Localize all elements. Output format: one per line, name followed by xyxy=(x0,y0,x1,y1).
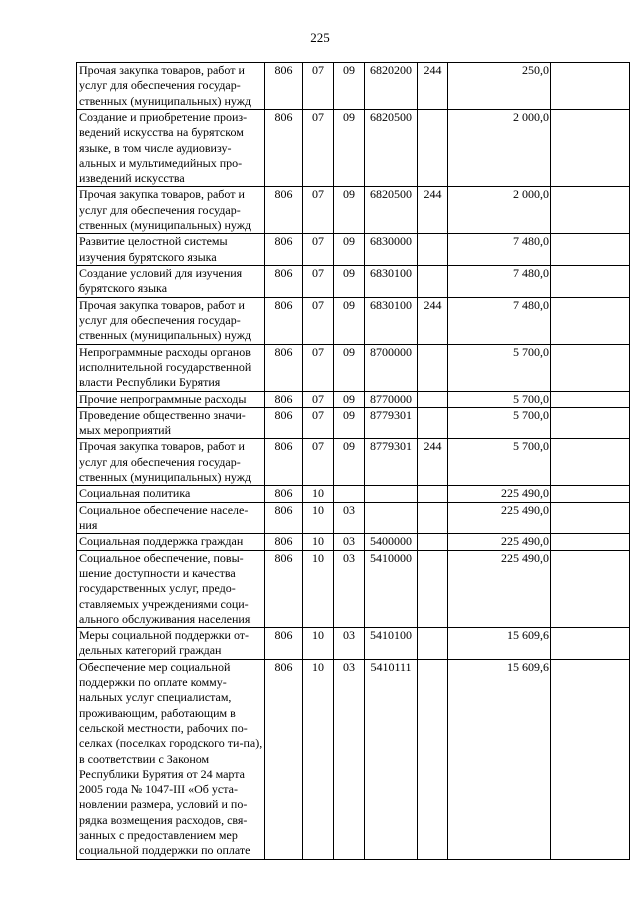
row-amount: 2 000,0 xyxy=(448,187,551,234)
row-expense-type xyxy=(418,391,448,407)
row-subsection-code: 09 xyxy=(334,439,365,486)
row-empty-cell xyxy=(551,234,630,266)
row-section-code: 07 xyxy=(303,63,334,110)
row-empty-cell xyxy=(551,439,630,486)
row-amount: 225 490,0 xyxy=(448,550,551,627)
row-amount: 5 700,0 xyxy=(448,391,551,407)
row-name: Прочая закупка товаров, работ и услуг для обеспечения государ-ственных (муниципальных) нужд xyxy=(77,63,265,110)
row-expense-type xyxy=(418,486,448,502)
row-amount: 225 490,0 xyxy=(448,486,551,502)
row-section-code: 10 xyxy=(303,486,334,502)
row-expense-type xyxy=(418,266,448,298)
row-ministry-code: 806 xyxy=(265,266,303,298)
row-subsection-code: 09 xyxy=(334,266,365,298)
table-row xyxy=(77,659,630,859)
row-amount: 15 609,6 xyxy=(448,659,551,859)
row-expense-type xyxy=(418,407,448,439)
row-ministry-code: 806 xyxy=(265,344,303,391)
table-row xyxy=(77,187,630,234)
row-expense-type xyxy=(418,344,448,391)
row-amount: 5 700,0 xyxy=(448,344,551,391)
row-target-article xyxy=(365,502,418,534)
row-name: Прочая закупка товаров, работ и услуг для обеспечения государ-ственных (муниципальных) нужд xyxy=(77,297,265,344)
table-row xyxy=(77,407,630,439)
table-row xyxy=(77,63,630,110)
row-subsection-code: 03 xyxy=(334,502,365,534)
row-name: Прочая закупка товаров, работ и услуг для обеспечения государ-ственных (муниципальных) нужд xyxy=(77,439,265,486)
row-subsection-code: 09 xyxy=(334,297,365,344)
row-section-code: 10 xyxy=(303,659,334,859)
table-row xyxy=(77,344,630,391)
row-empty-cell xyxy=(551,628,630,660)
row-ministry-code: 806 xyxy=(265,534,303,550)
row-section-code: 07 xyxy=(303,266,334,298)
budget-table xyxy=(76,62,630,860)
row-expense-type: 244 xyxy=(418,187,448,234)
row-amount: 7 480,0 xyxy=(448,297,551,344)
row-amount: 250,0 xyxy=(448,63,551,110)
row-expense-type: 244 xyxy=(418,63,448,110)
row-ministry-code: 806 xyxy=(265,297,303,344)
row-empty-cell xyxy=(551,486,630,502)
row-name: Развитие целостной системы изучения бурятского языка xyxy=(77,234,265,266)
row-ministry-code: 806 xyxy=(265,63,303,110)
row-section-code: 07 xyxy=(303,407,334,439)
row-empty-cell xyxy=(551,391,630,407)
row-target-article: 6820500 xyxy=(365,187,418,234)
row-target-article: 5410111 xyxy=(365,659,418,859)
budget-table-body xyxy=(77,63,630,860)
row-name: Социальная политика xyxy=(77,486,265,502)
row-subsection-code xyxy=(334,486,365,502)
row-expense-type: 244 xyxy=(418,297,448,344)
row-name: Меры социальной поддержки от-дельных категорий граждан xyxy=(77,628,265,660)
row-empty-cell xyxy=(551,187,630,234)
table-row xyxy=(77,110,630,187)
row-amount: 225 490,0 xyxy=(448,502,551,534)
row-section-code: 10 xyxy=(303,534,334,550)
row-name: Социальное обеспечение, повы-шение доступности и качества государственных услуг, предо-ставляемых учреждениями соци-ального обслуживания населения xyxy=(77,550,265,627)
row-ministry-code: 806 xyxy=(265,550,303,627)
row-amount: 5 700,0 xyxy=(448,407,551,439)
row-empty-cell xyxy=(551,659,630,859)
row-amount: 15 609,6 xyxy=(448,628,551,660)
row-empty-cell xyxy=(551,110,630,187)
row-name: Проведение общественно значи-мых мероприятий xyxy=(77,407,265,439)
row-expense-type xyxy=(418,628,448,660)
row-ministry-code: 806 xyxy=(265,486,303,502)
row-subsection-code: 09 xyxy=(334,234,365,266)
row-target-article: 6830000 xyxy=(365,234,418,266)
row-target-article: 6830100 xyxy=(365,266,418,298)
row-target-article: 6820500 xyxy=(365,110,418,187)
row-name: Непрограммные расходы органов исполнительной государственной власти Республики Бурятия xyxy=(77,344,265,391)
table-row xyxy=(77,502,630,534)
row-target-article: 8779301 xyxy=(365,407,418,439)
row-empty-cell xyxy=(551,502,630,534)
row-amount: 225 490,0 xyxy=(448,534,551,550)
table-row xyxy=(77,534,630,550)
row-section-code: 07 xyxy=(303,344,334,391)
row-target-article: 5400000 xyxy=(365,534,418,550)
row-target-article xyxy=(365,486,418,502)
row-ministry-code: 806 xyxy=(265,659,303,859)
row-empty-cell xyxy=(551,534,630,550)
row-ministry-code: 806 xyxy=(265,187,303,234)
row-subsection-code: 03 xyxy=(334,659,365,859)
table-row xyxy=(77,550,630,627)
row-subsection-code: 09 xyxy=(334,407,365,439)
row-target-article: 5410100 xyxy=(365,628,418,660)
row-empty-cell xyxy=(551,297,630,344)
row-amount: 2 000,0 xyxy=(448,110,551,187)
row-expense-type xyxy=(418,502,448,534)
row-expense-type: 244 xyxy=(418,439,448,486)
row-expense-type xyxy=(418,659,448,859)
row-ministry-code: 806 xyxy=(265,439,303,486)
row-section-code: 07 xyxy=(303,297,334,344)
row-name: Обеспечение мер социальной поддержки по оплате комму-нальных услуг специалистам, проживающим, работающим в сельской местности, рабочих по-селках (поселках городского ти-па), в соответствии с Законом Республики Бурятия от 24 марта 2005 года № 1047-III «Об уста-новлении размера, условий и по-рядка возмещения расходов, свя-занных с предоставлением мер социальной поддержки по оплате xyxy=(77,659,265,859)
table-row xyxy=(77,628,630,660)
row-subsection-code: 03 xyxy=(334,550,365,627)
row-subsection-code: 09 xyxy=(334,63,365,110)
table-row xyxy=(77,391,630,407)
row-amount: 5 700,0 xyxy=(448,439,551,486)
page-number: 225 xyxy=(310,30,330,45)
row-section-code: 07 xyxy=(303,187,334,234)
row-subsection-code: 03 xyxy=(334,534,365,550)
row-name: Прочая закупка товаров, работ и услуг для обеспечения государ-ственных (муниципальных) нужд xyxy=(77,187,265,234)
row-target-article: 5410000 xyxy=(365,550,418,627)
table-row xyxy=(77,297,630,344)
table-row xyxy=(77,486,630,502)
row-section-code: 07 xyxy=(303,439,334,486)
row-name: Социальное обеспечение населе-ния xyxy=(77,502,265,534)
row-ministry-code: 806 xyxy=(265,628,303,660)
row-section-code: 07 xyxy=(303,234,334,266)
row-target-article: 6830100 xyxy=(365,297,418,344)
row-empty-cell xyxy=(551,63,630,110)
row-section-code: 10 xyxy=(303,502,334,534)
row-expense-type xyxy=(418,110,448,187)
row-target-article: 6820200 xyxy=(365,63,418,110)
row-ministry-code: 806 xyxy=(265,502,303,534)
row-subsection-code: 09 xyxy=(334,391,365,407)
row-ministry-code: 806 xyxy=(265,407,303,439)
row-ministry-code: 806 xyxy=(265,110,303,187)
row-section-code: 10 xyxy=(303,628,334,660)
row-subsection-code: 09 xyxy=(334,110,365,187)
row-target-article: 8770000 xyxy=(365,391,418,407)
row-empty-cell xyxy=(551,344,630,391)
row-expense-type xyxy=(418,234,448,266)
row-section-code: 10 xyxy=(303,550,334,627)
row-empty-cell xyxy=(551,550,630,627)
row-name: Социальная поддержка граждан xyxy=(77,534,265,550)
table-row xyxy=(77,266,630,298)
row-name: Прочие непрограммные расходы xyxy=(77,391,265,407)
row-subsection-code: 09 xyxy=(334,344,365,391)
row-expense-type xyxy=(418,550,448,627)
row-ministry-code: 806 xyxy=(265,391,303,407)
row-target-article: 8779301 xyxy=(365,439,418,486)
table-row xyxy=(77,234,630,266)
row-amount: 7 480,0 xyxy=(448,234,551,266)
row-subsection-code: 03 xyxy=(334,628,365,660)
row-section-code: 07 xyxy=(303,110,334,187)
row-section-code: 07 xyxy=(303,391,334,407)
row-target-article: 8700000 xyxy=(365,344,418,391)
row-name: Создание и приобретение произ-ведений искусства на бурятском языке, в том числе аудиовизу-альных и мультимедийных про-изведений искусства xyxy=(77,110,265,187)
row-expense-type xyxy=(418,534,448,550)
row-empty-cell xyxy=(551,266,630,298)
table-row xyxy=(77,439,630,486)
row-amount: 7 480,0 xyxy=(448,266,551,298)
row-subsection-code: 09 xyxy=(334,187,365,234)
row-name: Создание условий для изучения бурятского языка xyxy=(77,266,265,298)
row-empty-cell xyxy=(551,407,630,439)
row-ministry-code: 806 xyxy=(265,234,303,266)
